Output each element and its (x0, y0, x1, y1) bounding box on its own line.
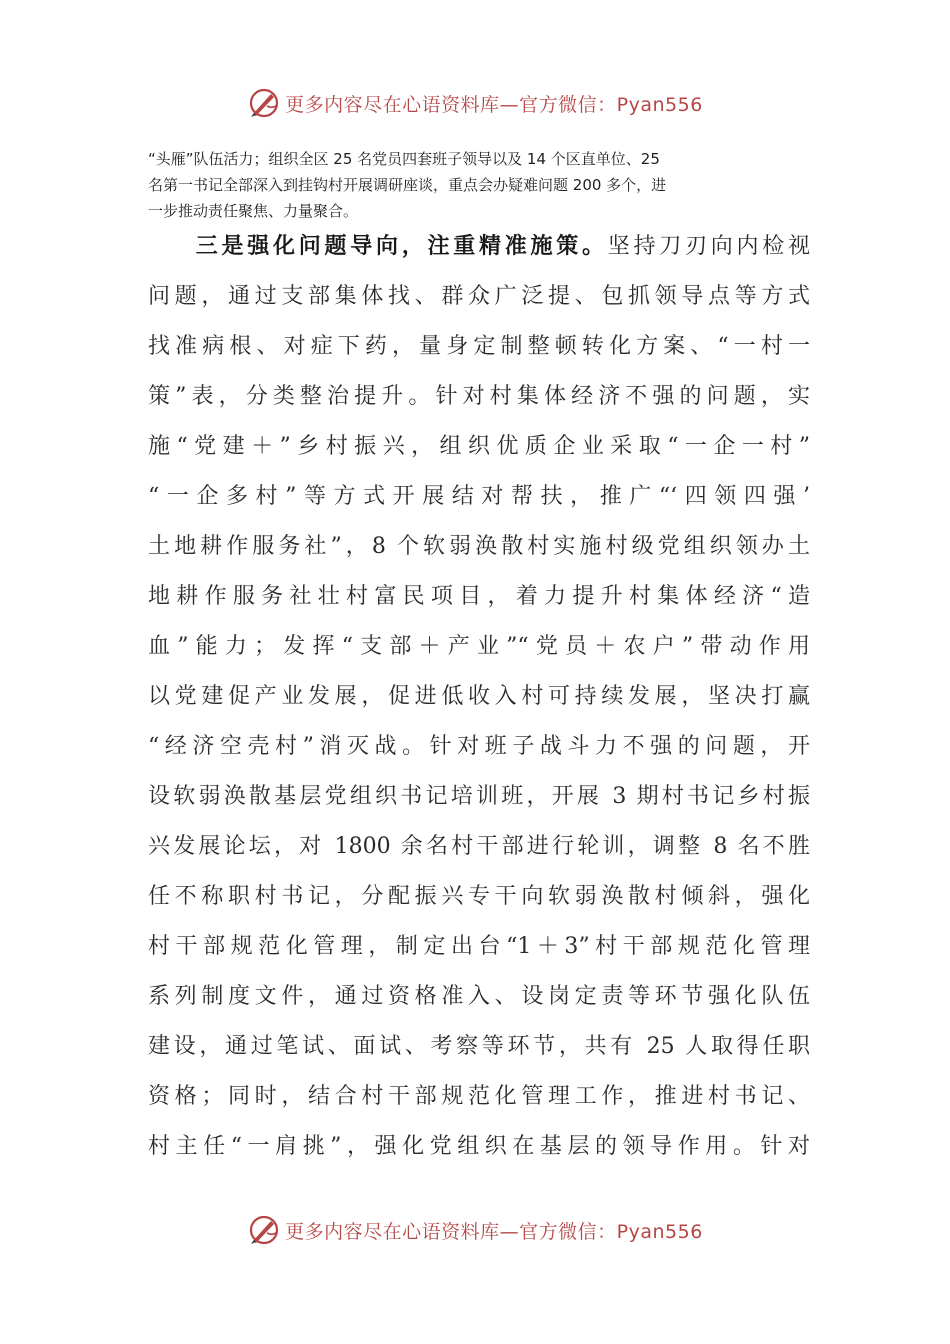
paragraph-line: 策”表，分类整治提升。针对村集体经济不强的问题，实 (148, 384, 810, 409)
section-lead-heading: 三是强化问题导向，注重精准施策。 (192, 234, 608, 259)
pen-circle-logo-icon (247, 86, 281, 120)
pen-circle-logo-icon (247, 1213, 281, 1247)
paragraph-line: 兴发展论坛，对 1800 余名村干部进行轮训，调整 8 名不胜 (148, 834, 810, 859)
paragraph-line: 村干部规范化管理，制定出台“1＋3”村干部规范化管理 (148, 934, 810, 959)
paragraph-line: 土地耕作服务社”，8 个软弱涣散村实施村级党组织领办土 (148, 534, 810, 559)
banner-text: 更多内容尽在心语资料库—官方微信：Pyan556 (285, 93, 703, 116)
paragraph-line: 村主任“一肩挑”，强化党组织在基层的领导作用。针对 (148, 1134, 810, 1159)
paragraph-line: 以党建促产业发展，促进低收入村可持续发展，坚决打赢 (148, 684, 810, 709)
paragraph-line: “经济空壳村”消灭战。针对班子战斗力不强的问题，开 (148, 734, 810, 759)
paragraph-line: 系列制度文件，通过资格准入、设岗定责等环节强化队伍 (148, 984, 810, 1009)
paragraph-line: 建设，通过笔试、面试、考察等环节，共有 25 人取得任职 (148, 1034, 810, 1059)
banner-text: 更多内容尽在心语资料库—官方微信：Pyan556 (285, 1220, 703, 1243)
intro-line: 一步推动责任聚焦、力量聚合。 (148, 202, 359, 220)
paragraph-first-line (148, 222, 810, 272)
paragraph-line: 问题，通过支部集体找、群众广泛提、包抓领导点等方式 (148, 284, 810, 309)
first-line-rest: 坚持刀刃向内检视 (607, 234, 810, 259)
header-banner (0, 83, 950, 123)
paragraph-line: “一企多村”等方式开展结对帮扶，推广“‘四领四强’ (148, 484, 810, 509)
paragraph-line: 血”能力；发挥“支部＋产业”“党员＋农户”带动作用 (148, 634, 810, 659)
intro-line: “头雁”队伍活力；组织全区 25 名党员四套班子领导以及 14 个区直单位、25 (148, 150, 660, 168)
paragraph-line: 资格；同时，结合村干部规范化管理工作，推进村书记、 (148, 1084, 810, 1109)
section-paragraph (148, 222, 810, 1172)
footer-banner (0, 1210, 950, 1250)
paragraph-line: 任不称职村书记，分配振兴专干向软弱涣散村倾斜，强化 (148, 884, 810, 909)
paragraph-line: 施“党建＋”乡村振兴，组织优质企业采取“一企一村” (148, 434, 810, 459)
paragraph-line: 地耕作服务社壮村富民项目，着力提升村集体经济“造 (148, 584, 810, 609)
paragraph-line: 找准病根、对症下药，量身定制整顿转化方案、“一村一 (148, 334, 810, 359)
paragraph-line: 设软弱涣散基层党组织书记培训班，开展 3 期村书记乡村振 (148, 784, 810, 809)
intro-line: 名第一书记全部深入到挂钩村开展调研座谈，重点会办疑难问题 200 多个，进 (148, 176, 667, 194)
intro-paragraph (148, 146, 808, 224)
